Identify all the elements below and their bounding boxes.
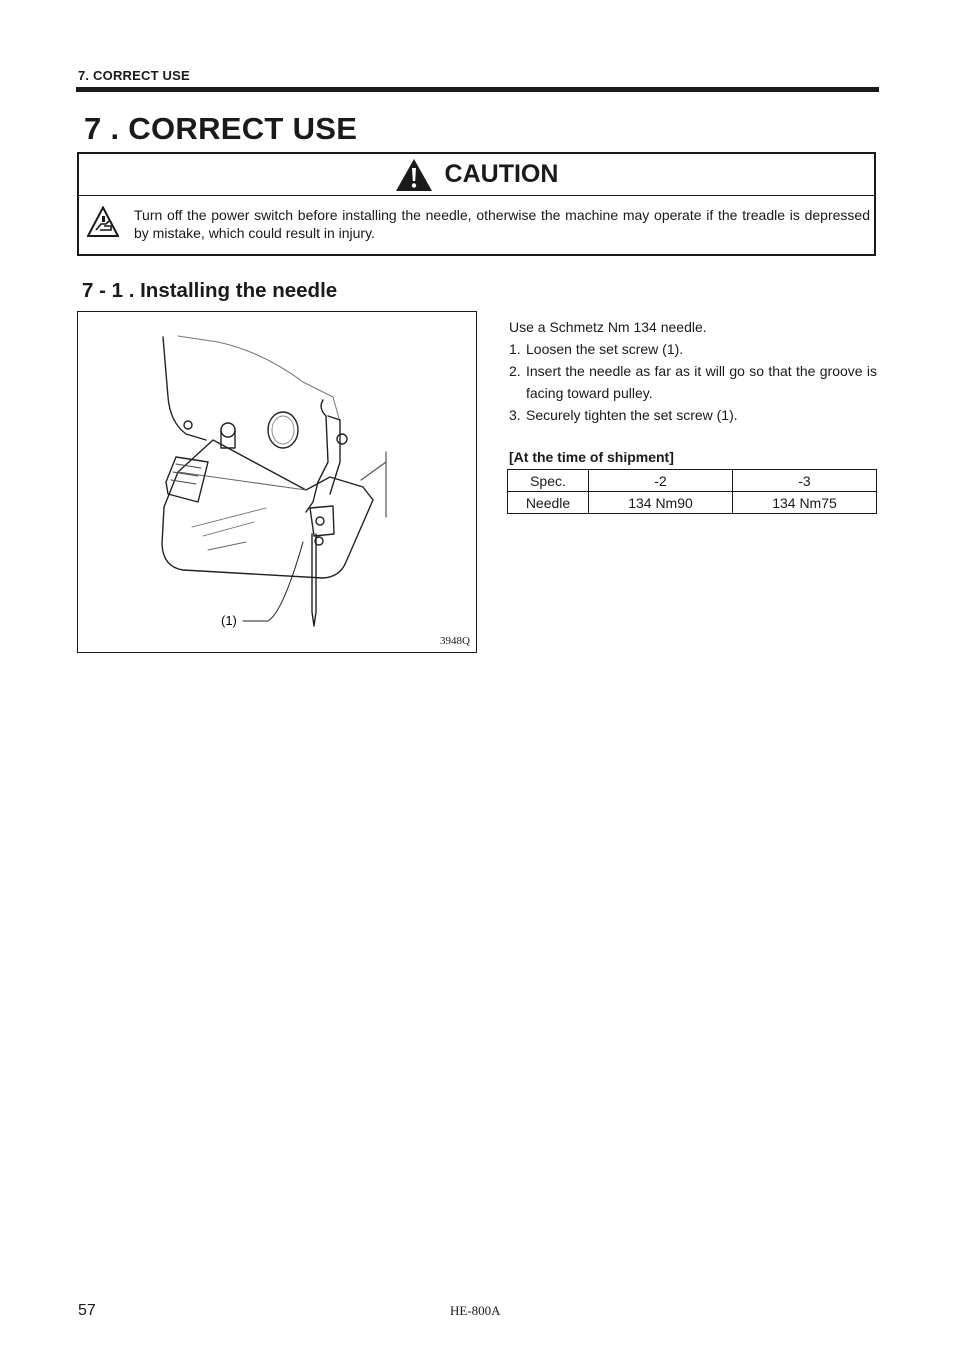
model-name: HE-800A xyxy=(450,1303,501,1318)
caution-header xyxy=(79,154,874,196)
instruction-step xyxy=(509,404,877,426)
chapter-title: 7 . CORRECT USE xyxy=(84,111,358,146)
table-cell: -3 xyxy=(733,470,877,492)
shipment-heading: [At the time of shipment] xyxy=(509,449,674,465)
instruction-step xyxy=(509,360,877,404)
step-number: 1. xyxy=(509,341,521,357)
table-header-row xyxy=(508,470,877,492)
header-rule xyxy=(76,87,879,92)
running-head: 7. CORRECT USE xyxy=(78,68,190,83)
caution-title: CAUTION xyxy=(444,160,559,188)
step-number: 3. xyxy=(509,407,521,423)
needle-installation-illustration xyxy=(78,312,475,651)
instructions xyxy=(509,316,877,426)
warning-triangle-icon xyxy=(395,158,433,192)
instruction-step xyxy=(509,338,877,360)
table-cell: Needle xyxy=(508,492,589,514)
instructions-intro: Use a Schmetz Nm 134 needle. xyxy=(509,319,707,335)
needle-installation-figure xyxy=(77,311,477,653)
section-title: 7 - 1 . Installing the needle xyxy=(82,279,338,302)
step-text: Loosen the set screw (1). xyxy=(526,341,684,357)
table-cell: 134 Nm75 xyxy=(733,492,877,514)
step-number: 2. xyxy=(509,363,521,379)
table-row xyxy=(508,492,877,514)
table-cell: 134 Nm90 xyxy=(589,492,733,514)
shipment-table xyxy=(507,469,877,514)
hand-pinch-hazard-icon xyxy=(87,206,119,238)
page-number: 57 xyxy=(78,1302,96,1319)
figure-code: 3948Q xyxy=(440,635,470,647)
step-text: Insert the needle as far as it will go so that the groove is facing toward pulley. xyxy=(526,363,877,401)
caution-text: Turn off the power switch before installing the needle, otherwise the machine may operate if the treadle is depressed by mistake, which could result in injury. xyxy=(134,207,870,241)
table-cell: Spec. xyxy=(508,470,589,492)
figure-callout-label: (1) xyxy=(221,613,237,628)
caution-box xyxy=(77,152,876,256)
step-text: Securely tighten the set screw (1). xyxy=(526,407,738,423)
table-cell: -2 xyxy=(589,470,733,492)
